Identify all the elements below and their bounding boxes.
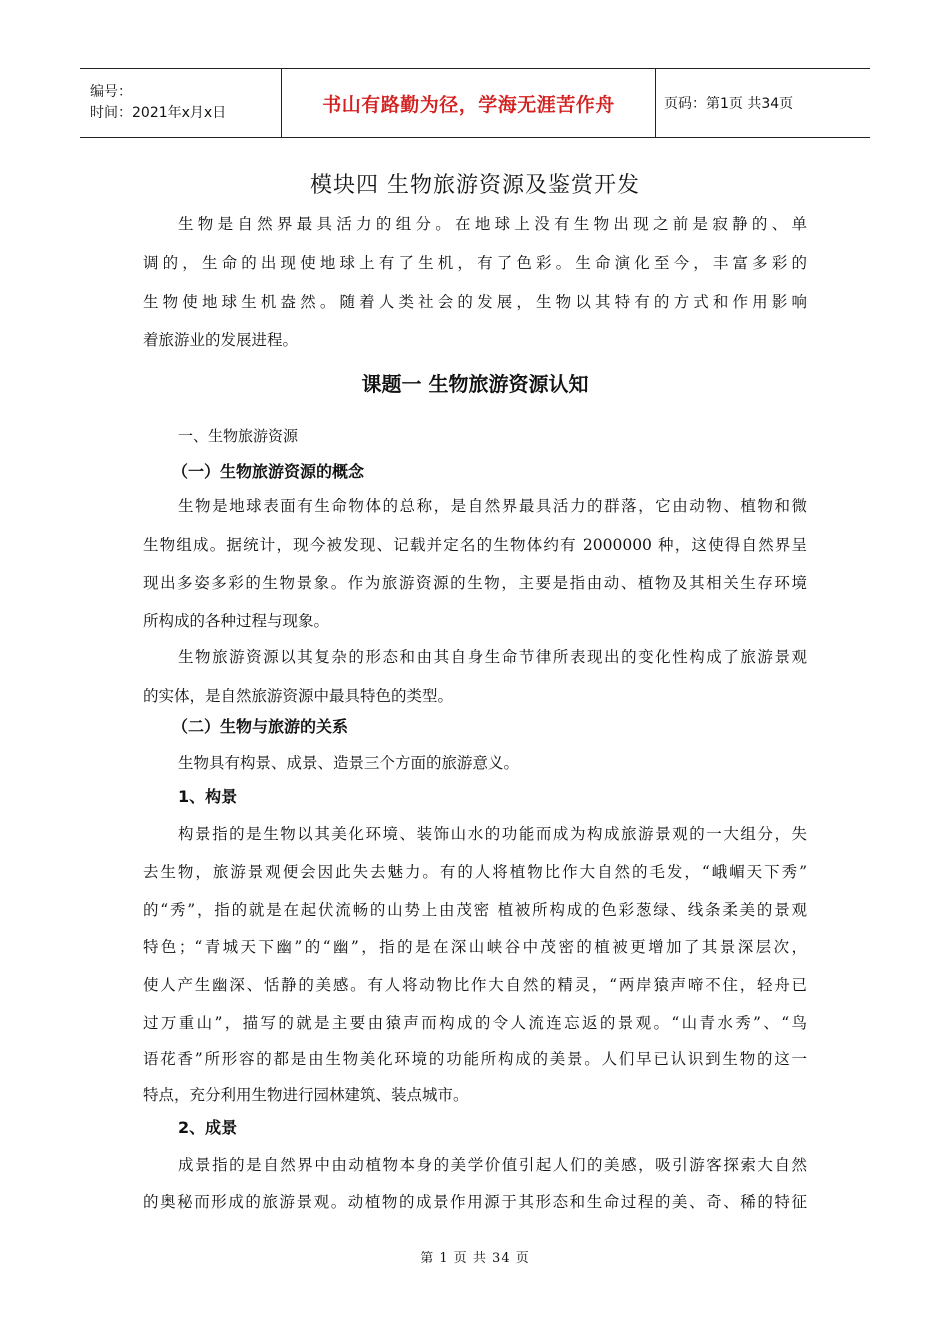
date-label: 时间：2021年x月x日 xyxy=(90,105,227,121)
concept-line: 现出多姿多彩的生物景象。作为旅游资源的生物，主要是指由动、植物及其相关生存环境 xyxy=(143,574,807,592)
concept-line: 生物组成。据统计，现今被发现、记载并定名的生物体约有 2000000 种，这使得自然界呈 xyxy=(143,536,807,554)
page-label: 页码：第1页 共34页 xyxy=(664,96,794,112)
chapter-title: 课题一 生物旅游资源认知 xyxy=(361,372,589,396)
goujing-line: 构景指的是生物以其美化环境、装饰山水的功能而成为构成旅游景观的一大组分，失 xyxy=(178,825,807,843)
header-info-cell xyxy=(80,69,282,137)
chengjing-line: 成景指的是自然界中由动植物本身的美学价值引起人们的美感，吸引游客探索大自然 xyxy=(178,1156,807,1174)
goujing-line: 过万重山”，描写的就是主要由猿声而构成的令人流连忘返的景观。“山青水秀”、“鸟 xyxy=(143,1014,807,1032)
goujing-line: 去生物，旅游景观便会因此失去魅力。有的人将植物比作大自然的毛发，“峨嵋天下秀” xyxy=(143,863,807,881)
intro-line: 着旅游业的发展进程。 xyxy=(143,331,299,349)
relation-paragraph: 生物具有构景、成景、造景三个方面的旅游意义。 xyxy=(178,754,520,772)
header-table xyxy=(80,68,870,138)
concept-line: 所构成的各种过程与现象。 xyxy=(143,612,330,630)
goujing-line: 语花香”所形容的都是由生物美化环境的功能所构成的美景。人们早已认识到生物的这一 xyxy=(143,1050,807,1068)
motto: 书山有路勤为径，学海无涯苦作舟 xyxy=(322,93,615,116)
section-heading: 一、生物旅游资源 xyxy=(178,427,299,445)
subsection-heading: （二）生物与旅游的关系 xyxy=(172,717,349,736)
intro-line: 生物使地球生机盎然。随着人类社会的发展，生物以其特有的方式和作用影响 xyxy=(143,293,807,311)
subsection-heading: （一）生物旅游资源的概念 xyxy=(172,462,365,481)
goujing-line: 使人产生幽深、恬静的美感。有人将动物比作大自然的精灵，“两岸猿声啼不住，轻舟已 xyxy=(143,976,807,994)
intro-line: 生物是自然界最具活力的组分。在地球上没有生物出现之前是寂静的、单 xyxy=(178,215,807,233)
goujing-line: 特点，充分利用生物进行园林建筑、装点城市。 xyxy=(143,1086,469,1104)
entity-line: 的实体，是自然旅游资源中最具特色的类型。 xyxy=(143,687,454,705)
page-footer: 第 1 页 共 34 页 xyxy=(420,1251,530,1266)
header-motto-cell xyxy=(282,69,656,137)
chengjing-line: 的奥秘而形成的旅游景观。动植物的成景作用源于其形态和生命过程的美、奇、稀的特征 xyxy=(143,1193,807,1211)
heading-goujing: 1、构景 xyxy=(178,787,238,806)
goujing-line: 特色；“青城天下幽”的“幽”，指的是在深山峡谷中茂密的植被更增加了其景深层次， xyxy=(143,938,807,956)
goujing-line: 的“秀”，指的就是在起伏流畅的山势上由茂密 植被所构成的色彩葱绿、线条柔美的景观 xyxy=(143,901,807,919)
number-label: 编号： xyxy=(90,84,132,100)
concept-line: 生物是地球表面有生命物体的总称，是自然界最具活力的群落，它由动物、植物和微 xyxy=(178,497,807,515)
intro-line: 调的，生命的出现使地球上有了生机，有了色彩。生命演化至今，丰富多彩的 xyxy=(143,254,807,272)
document-title: 模块四 生物旅游资源及鉴赏开发 xyxy=(310,173,640,198)
header-page-cell xyxy=(656,69,870,137)
entity-line: 生物旅游资源以其复杂的形态和由其自身生命节律所表现出的变化性构成了旅游景观 xyxy=(178,648,807,666)
heading-chengjing: 2、成景 xyxy=(178,1118,238,1137)
